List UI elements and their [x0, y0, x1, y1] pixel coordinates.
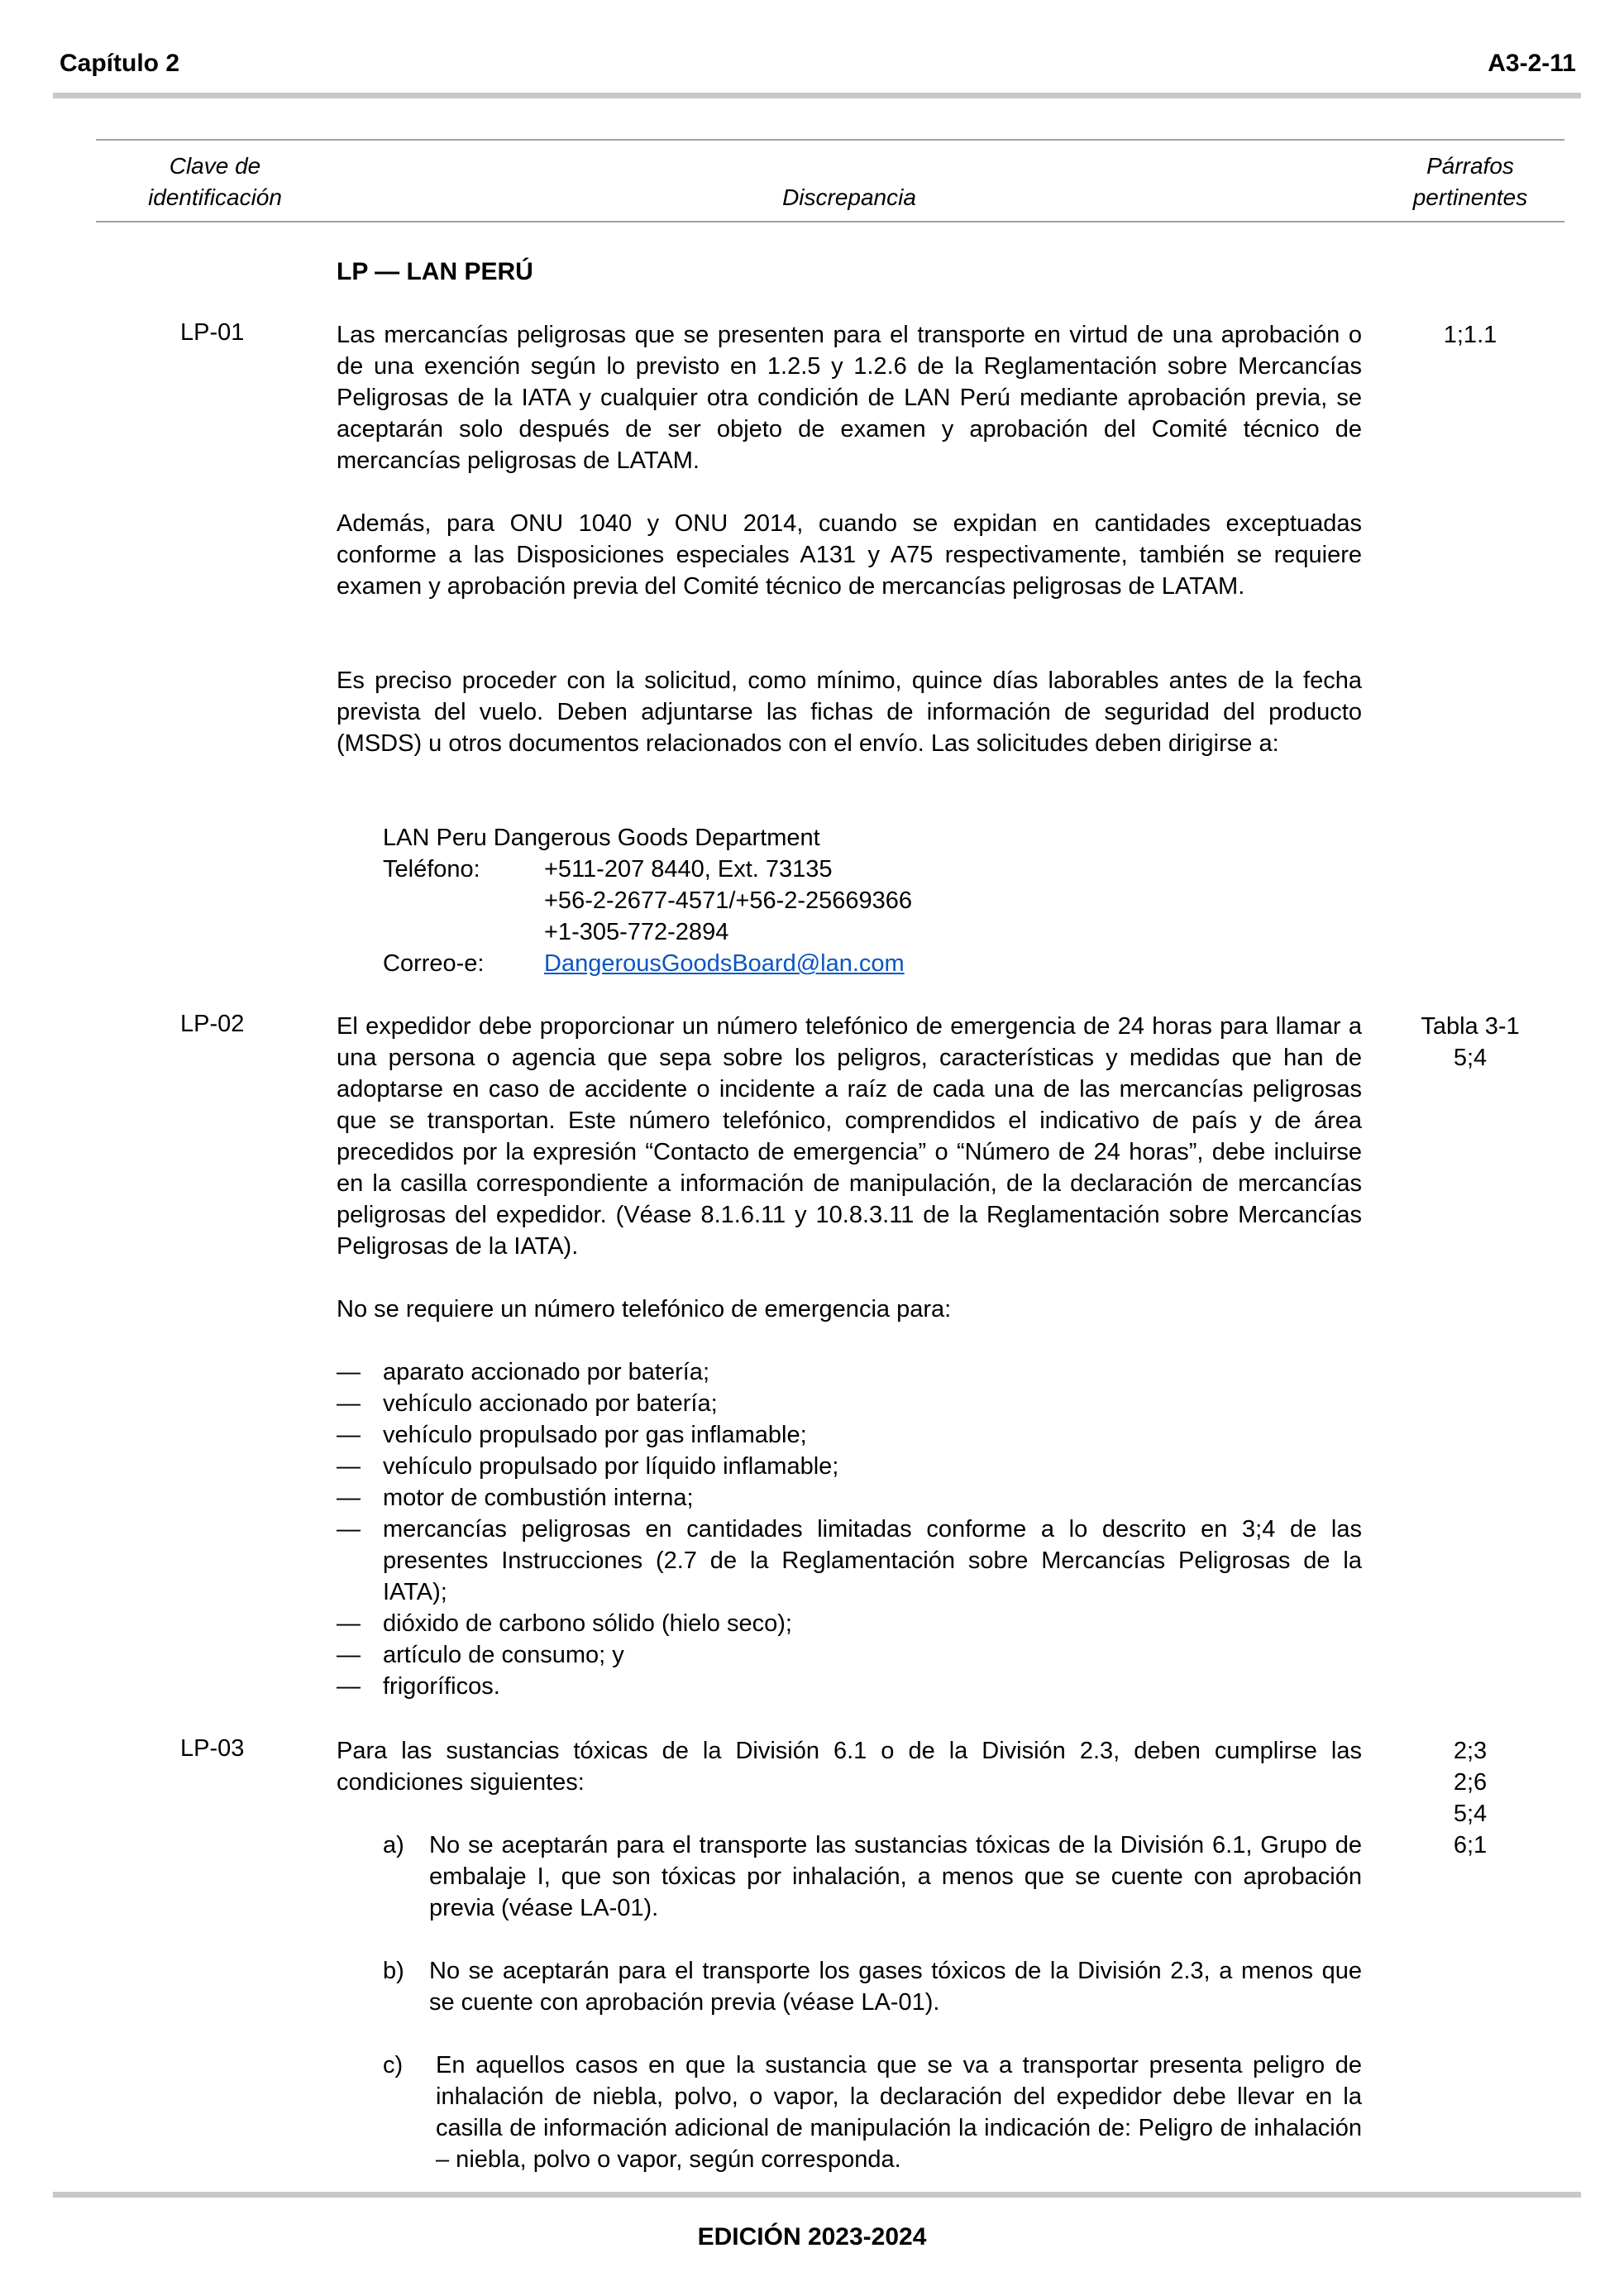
item-marker: a) [383, 1832, 404, 1858]
lp02-ref-1: Tabla 3-1 [1421, 1013, 1520, 1040]
list-item-text: aparato accionado por batería; [383, 1359, 709, 1385]
list-item-text: vehículo propulsado por gas inflamable; [383, 1422, 807, 1448]
column-header-refs-line1: Párrafos [1426, 153, 1514, 179]
table-header-rule [96, 221, 1564, 222]
contact-phone-row [383, 854, 912, 885]
contact-phone-row-3 [383, 916, 912, 948]
dash-bullet: — [337, 1516, 361, 1543]
contact-email-link[interactable]: DangerousGoodsBoard@lan.com [544, 950, 905, 977]
item-marker: c) [383, 2052, 404, 2078]
column-header-refs-line2: pertinentes [1412, 184, 1528, 210]
list-item-text: mercancías peligrosas en cantidades limitadas conforme a lo descrito en 3;4 de las presentes Instrucciones (2.7 de la Reglamentación sobre Mercancías Peligrosas de la IATA); [383, 1516, 1362, 1605]
dash-bullet: — [337, 1610, 361, 1637]
contact-name: LAN Peru Dangerous Goods Department [383, 825, 820, 851]
dash-bullet: — [337, 1642, 361, 1668]
list-item [337, 1671, 1362, 1702]
footer-rule [53, 2192, 1581, 2198]
list-item-text: frigoríficos. [383, 1673, 500, 1700]
list-item [337, 1451, 1362, 1482]
list-item-text: artículo de consumo; y [383, 1642, 624, 1668]
list-item-text: dióxido de carbono sólido (hielo seco); [383, 1610, 792, 1637]
list-item [337, 1419, 1362, 1451]
page-number: A3-2-11 [1488, 50, 1576, 77]
dash-bullet: — [337, 1673, 361, 1700]
lp03-ref-2: 2;6 [1453, 1769, 1488, 1796]
lp03-ref-3: 5;4 [1453, 1801, 1488, 1827]
lp01-ref: 1;1.1 [1443, 322, 1497, 348]
table-top-rule [96, 139, 1564, 141]
list-item [337, 1608, 1362, 1639]
lp02-para2: No se requiere un número telefónico de emergencia para: [337, 1296, 952, 1323]
header-rule [53, 93, 1581, 98]
lp02-ref-2: 5;4 [1453, 1045, 1488, 1071]
item-marker: b) [383, 1958, 404, 1984]
lp03-ref-1: 2;3 [1453, 1738, 1488, 1764]
contact-phone-1: +511-207 8440, Ext. 73135 [544, 856, 833, 883]
column-header-code-line1: Clave de [169, 153, 261, 179]
list-item-text: vehículo propulsado por líquido inflamable; [383, 1453, 839, 1480]
lp03-item-a [383, 1830, 1362, 1924]
lp03-item-b [383, 1955, 1362, 2018]
lp01-para1: Las mercancías peligrosas que se presenten para el transporte en virtud de una aprobación o de una exención según lo previsto en 1.2.5 y 1.2.6 de la Reglamentación sobre Mercancías Peligrosas de la IATA y cualquier otra condición de LAN Perú mediante aprobación previa, se aceptarán solo después de ser objeto de examen y aprobación del Comité técnico de mercancías peligrosas de LATAM. [337, 322, 1362, 474]
contact-email-label: Correo-e: [383, 950, 485, 977]
lp02-exemption-list [337, 1356, 1362, 1702]
dash-bullet: — [337, 1390, 361, 1417]
lp01-para2: Además, para ONU 1040 y ONU 2014, cuando se expidan en cantidades exceptuadas conforme a las Disposiciones especiales A131 y A75 respectivamente, también se requiere examen y aprobación previa del Comité técnico de mercancías peligrosas de LATAM. [337, 510, 1362, 600]
list-item-text: motor de combustión interna; [383, 1485, 694, 1511]
column-header-discrepancy: Discrepancia [782, 184, 916, 210]
section-title: LP — LAN PERÚ [337, 258, 533, 285]
column-header-refs [1379, 151, 1561, 213]
dash-bullet: — [337, 1359, 361, 1385]
lp03-intro: Para las sustancias tóxicas de la División 6.1 o de la División 2.3, deben cumplirse las condiciones siguientes: [337, 1738, 1362, 1796]
contact-phone-row-2 [383, 885, 912, 916]
item-text: En aquellos casos en que la sustancia que se va a transportar presenta peligro de inhalación de niebla, polvo, o vapor, la declaración del expedidor debe llevar en la casilla de información adicional de manipulación la indicación de: Peligro de inhalación – niebla, polvo o vapor, según corresponda. [436, 2052, 1362, 2173]
lp02-para1: El expedidor debe proporcionar un número telefónico de emergencia de 24 horas para llamar a una persona o agencia que sepa sobre los peligros, características y medidas que han de adoptarse en caso de accidente o incidente a raíz de cada una de las mercancías peligrosas que se transportan. Este número telefónico, comprendidos el indicativo de país y de área precedidos por la expresión “Contacto de emergencia” o “Número de 24 horas”, debe incluirse en la casilla correspondiente a información de manipulación, de la declaración de mercancías peligrosas del expedidor. (Véase 8.1.6.11 y 10.8.3.11 de la Reglamentación sobre Mercancías Peligrosas de la IATA). [337, 1013, 1362, 1260]
chapter-label: Capítulo 2 [60, 50, 180, 77]
lp02-refs [1379, 1011, 1561, 1074]
list-item [337, 1482, 1362, 1514]
lp01-para3: Es preciso proceder con la solicitud, como mínimo, quince días laborables antes de la fecha prevista del vuelo. Deben adjuntarse las fichas de información de seguridad del producto (MSDS) u otros documentos relacionados con el envío. Las solicitudes deben dirigirse a: [337, 667, 1362, 757]
list-item [337, 1356, 1362, 1388]
lp01-contact-block [383, 822, 912, 979]
contact-phone-3: +1-305-772-2894 [544, 919, 729, 945]
contact-phone-label: Teléfono: [383, 856, 480, 883]
dash-bullet: — [337, 1453, 361, 1480]
list-item [337, 1514, 1362, 1608]
item-text: No se aceptarán para el transporte las sustancias tóxicas de la División 6.1, Grupo de embalaje I, que son tóxicas por inhalación, a menos que se cuente con aprobación previa (véase LA-01). [429, 1832, 1362, 1921]
list-item [337, 1388, 1362, 1419]
lp03-item-c [383, 2050, 1362, 2175]
column-header-code [124, 151, 306, 213]
lp03-ref-4: 6;1 [1453, 1832, 1488, 1858]
dash-bullet: — [337, 1422, 361, 1448]
lp02-code: LP-02 [180, 1011, 245, 1037]
contact-phone-2: +56-2-2677-4571/+56-2-25669366 [544, 887, 913, 914]
lp03-code: LP-03 [180, 1735, 245, 1762]
item-text: No se aceptarán para el transporte los gases tóxicos de la División 2.3, a menos que se cuente con aprobación previa (véase LA-01). [429, 1958, 1362, 2016]
list-item-text: vehículo accionado por batería; [383, 1390, 718, 1417]
dash-bullet: — [337, 1485, 361, 1511]
lp03-refs [1379, 1735, 1561, 1861]
list-item [337, 1639, 1362, 1671]
column-header-code-line2: identificación [148, 184, 282, 210]
edition-footer: EDICIÓN 2023-2024 [697, 2223, 927, 2251]
contact-email-row [383, 948, 912, 979]
lp01-code: LP-01 [180, 319, 245, 346]
